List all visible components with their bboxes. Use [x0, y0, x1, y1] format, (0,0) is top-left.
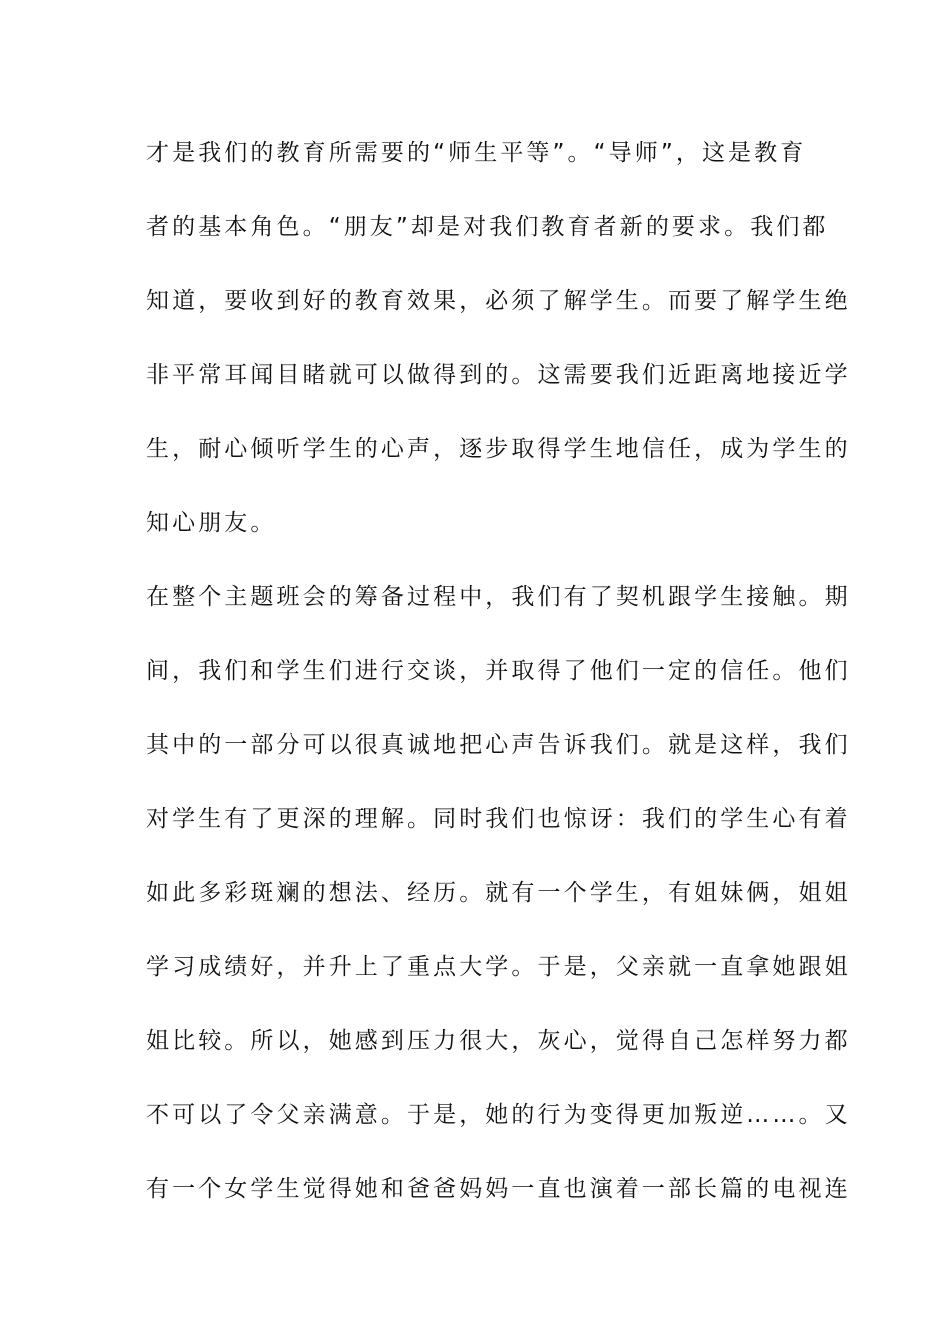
text-line: 对学生有了更深的理解。同时我们也惊讶：我们的学生心有着 — [146, 806, 851, 832]
text-line: 如此多彩斑斓的想法、经历。就有一个学生，有姐妹俩，姐姐 — [146, 880, 851, 906]
body-text — [146, 130, 851, 1240]
text-line: 姐比较。所以，她感到压力很大，灰心，觉得自己怎样努力都 — [146, 1028, 851, 1054]
text-line: 其中的一部分可以很真诚地把心声告诉我们。就是这样，我们 — [146, 732, 851, 758]
text-line: 学习成绩好，并升上了重点大学。于是，父亲就一直拿她跟姐 — [146, 954, 851, 980]
text-line: 不可以了令父亲满意。于是，她的行为变得更加叛逆……。又 — [146, 1102, 851, 1128]
text-line: 非平常耳闻目睹就可以做得到的。这需要我们近距离地接近学 — [146, 362, 851, 388]
text-line: 知心朋友。 — [146, 510, 277, 536]
text-line: 知道，要收到好的教育效果，必须了解学生。而要了解学生绝 — [146, 288, 851, 314]
text-line: 在整个主题班会的筹备过程中，我们有了契机跟学生接触。期 — [146, 584, 851, 610]
text-line: 生，耐心倾听学生的心声，逐步取得学生地信任，成为学生的 — [146, 436, 851, 462]
text-line: 者的基本角色。“朋友”却是对我们教育者新的要求。我们都 — [146, 214, 829, 240]
text-line: 间，我们和学生们进行交谈，并取得了他们一定的信任。他们 — [146, 658, 851, 684]
text-line: 有一个女学生觉得她和爸爸妈妈一直也演着一部长篇的电视连 — [146, 1176, 851, 1202]
text-line: 才是我们的教育所需要的“师生平等”。“导师”，这是教育 — [146, 140, 807, 166]
